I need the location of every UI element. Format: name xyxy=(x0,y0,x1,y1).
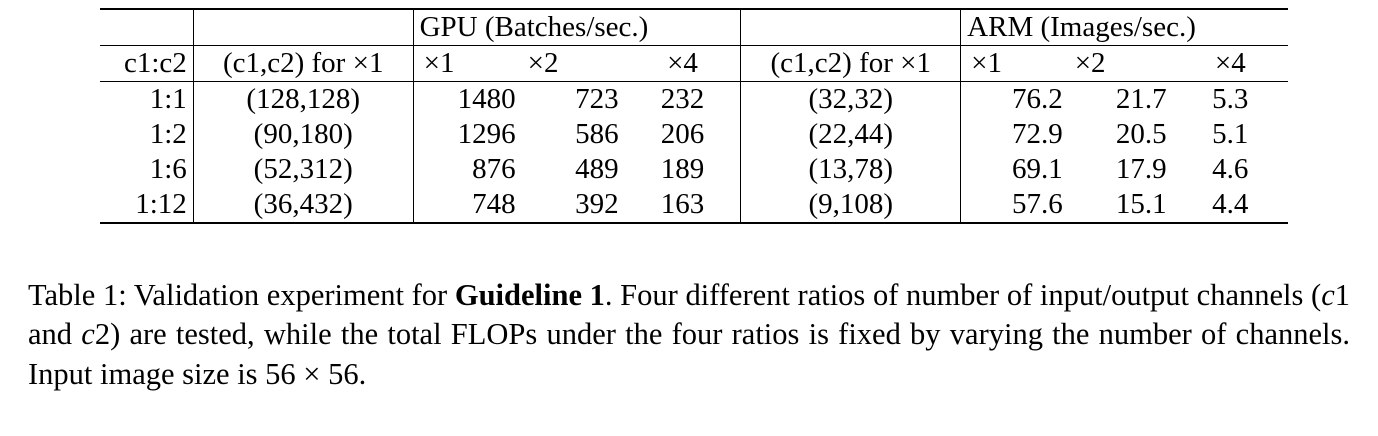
cell-arm-pair: (13,78) xyxy=(741,152,961,187)
group-header-arm: ARM (Images/sec.) xyxy=(961,9,1288,46)
cell-gpu-x4: 206 xyxy=(660,118,705,150)
cell-gpu-x2: 489 xyxy=(575,153,619,185)
cell-arm-x2: 20.5 xyxy=(1115,118,1167,150)
cell-arm-pair: (22,44) xyxy=(741,117,961,152)
cell-arm-x2: 15.1 xyxy=(1069,187,1173,223)
caption-text-sub1: 1 and xyxy=(28,278,1350,352)
table-row xyxy=(100,117,1288,152)
cell-gpu-x1: 1480 xyxy=(413,82,522,118)
cell-gpu-x1: 748 xyxy=(413,187,522,223)
table-group-header-row xyxy=(100,9,1288,46)
column-header-arm-x4: ×4 xyxy=(1173,46,1288,82)
cell-arm-pair: (32,32) xyxy=(741,82,961,118)
column-header-gpu-x4: ×4 xyxy=(625,46,741,82)
column-header-arm-pair: (c1,c2) for ×1 xyxy=(741,46,961,82)
column-header-gpu-pair: (c1,c2) for ×1 xyxy=(193,46,413,82)
cell-arm-pair: (9,108) xyxy=(741,187,961,223)
cell-gpu-pair: (90,180) xyxy=(193,117,413,152)
cell-gpu-pair: (36,432) xyxy=(193,187,413,223)
cell-gpu-x4: 163 xyxy=(625,187,741,223)
cell-ratio: 1:12 xyxy=(100,187,193,223)
cell-arm-x4: 4.4 xyxy=(1173,187,1288,223)
cell-gpu-x2: 392 xyxy=(522,187,625,223)
caption-bold-guideline: Guideline 1 xyxy=(454,278,605,312)
cell-gpu-x1: 876 xyxy=(413,152,522,187)
cell-gpu-x4: 232 xyxy=(660,83,705,115)
cell-arm-x4: 5.3 xyxy=(1212,83,1249,115)
cell-arm-x1: 72.9 xyxy=(961,117,1069,152)
caption-italic-c2: c xyxy=(81,317,95,352)
caption-text-2: . Four different ratios of number of input/output channels ( xyxy=(604,278,1322,312)
cell-arm-x1: 57.6 xyxy=(961,187,1069,223)
cell-arm-x2: 21.7 xyxy=(1115,83,1167,115)
table-row xyxy=(100,82,1288,118)
cell-arm-x1: 76.2 xyxy=(961,82,1069,118)
cell-gpu-x2: 723 xyxy=(575,83,619,115)
column-header-ratio: c1:c2 xyxy=(100,46,193,82)
cell-gpu-x4: 189 xyxy=(660,153,705,185)
table-row xyxy=(100,187,1288,223)
empty-cell xyxy=(193,9,413,46)
cell-ratio: 1:2 xyxy=(149,118,187,150)
empty-cell xyxy=(100,9,193,46)
caption-text-sub2: 2 xyxy=(94,317,111,352)
cell-gpu-pair: (128,128) xyxy=(193,82,413,118)
caption-label: Table 1: xyxy=(28,278,127,312)
table-column-header-row xyxy=(100,46,1288,82)
cell-arm-x4: 4.6 xyxy=(1212,153,1249,185)
column-header-arm-x2: ×2 xyxy=(1069,46,1173,82)
caption-text-1: Validation experiment for xyxy=(126,278,455,312)
caption-italic-c1: c xyxy=(1321,278,1335,312)
caption-text-3: ) are tested, while the total FLOPs under the four ratios is fixed by varying the number of channels. Input image size is 56 × 56. xyxy=(28,317,1350,391)
cell-gpu-pair: (52,312) xyxy=(193,152,413,187)
cell-arm-x2: 17.9 xyxy=(1115,153,1167,185)
table-row xyxy=(100,152,1288,187)
empty-cell xyxy=(741,9,961,46)
table-caption xyxy=(28,276,1350,394)
cell-arm-x1: 69.1 xyxy=(961,152,1069,187)
cell-arm-x4: 5.1 xyxy=(1212,118,1249,150)
column-header-gpu-x1: ×1 xyxy=(413,46,522,82)
column-header-gpu-x2: ×2 xyxy=(522,46,625,82)
column-header-arm-x1: ×1 xyxy=(961,46,1069,82)
results-table xyxy=(100,8,1288,224)
cell-gpu-x2: 586 xyxy=(575,118,619,150)
cell-gpu-x1: 1296 xyxy=(413,117,522,152)
results-table-container xyxy=(100,8,1288,224)
group-header-gpu: GPU (Batches/sec.) xyxy=(413,9,741,46)
cell-ratio: 1:1 xyxy=(149,83,187,115)
cell-ratio: 1:6 xyxy=(149,153,187,185)
